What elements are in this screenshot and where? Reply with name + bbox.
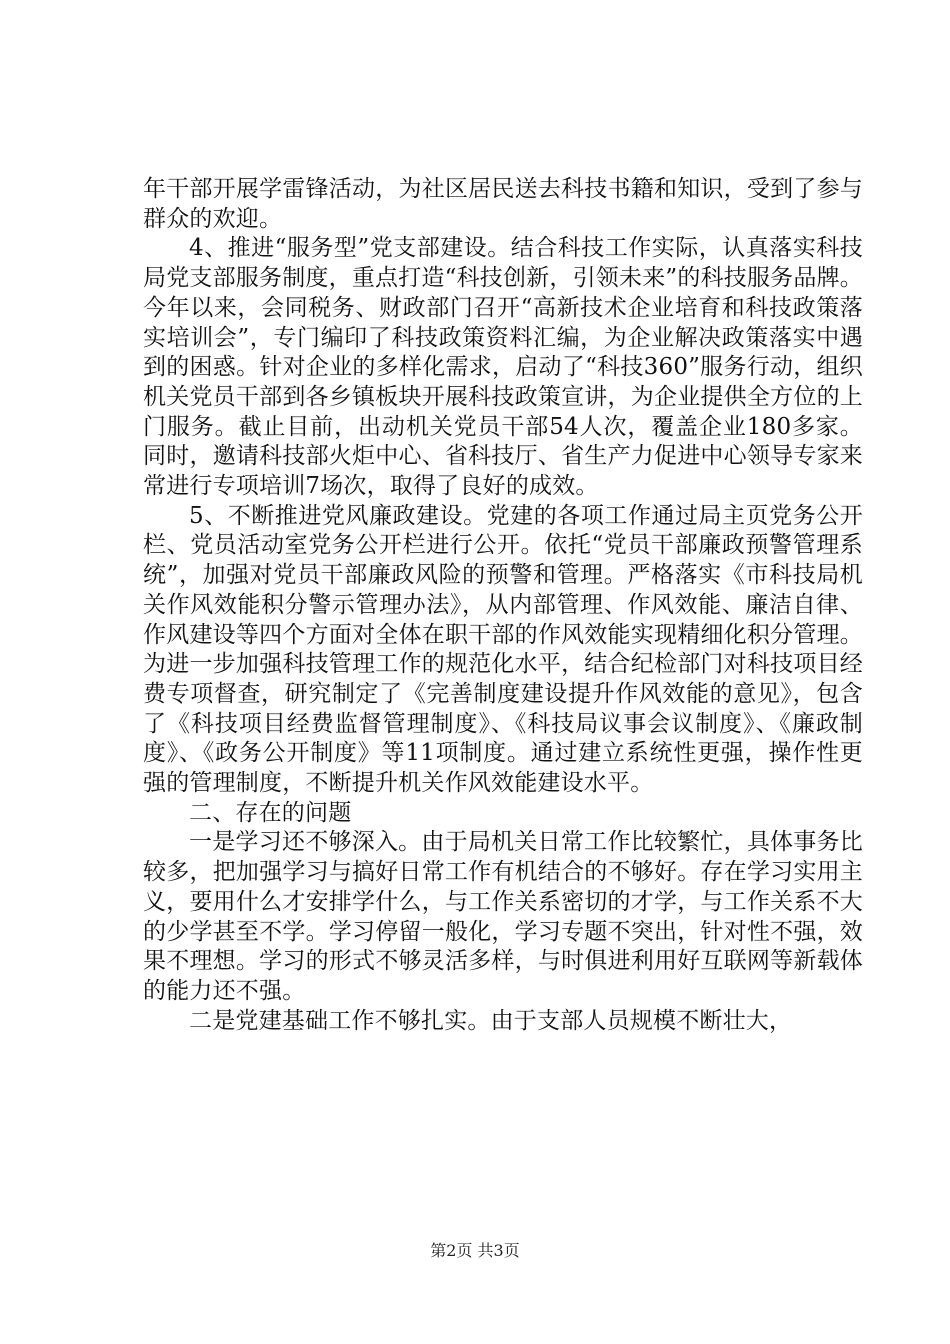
paragraph-6: 二是党建基础工作不够扎实。由于支部人员规模不断壮大， (189, 1007, 793, 1034)
section-heading-problems: 二、存在的问题 (189, 799, 352, 826)
paragraph-5: 一是学习还不够深入。由于局机关日常工作比较繁忙，具体事务比较多，把加强学习与搞好日常工作有机结合的不够好。存在学习实用主义，要用什么才安排学什么，与工作关系密切的才学，与工作关系不大的少学甚至不学。学习停留一般化，学习专题不突出，针对性不强，效果不理想。学习的形式不够灵活多样，与时俱进利用好互联网等新载体的能力还不强。 (143, 829, 863, 1004)
document-body (143, 175, 863, 1036)
paragraph-1: 年干部开展学雷锋活动，为社区居民送去科技书籍和知识，受到了参与群众的欢迎。 (143, 176, 863, 232)
page-number-footer: 第2页 共3页 (430, 1241, 520, 1260)
paragraph-3: 5、不断推进党风廉政建设。党建的各项工作通过局主页党务公开栏、党员活动室党务公开栏进行公开。依托“党员干部廉政预警管理系统”，加强对党员干部廉政风险的预警和管理。严格落实《市科技局机关作风效能积分警示管理办法》，从内部管理、作风效能、廉洁自律、作风建设等四个方面对全体在职干部的作风效能实现精细化积分管理。为进一步加强科技管理工作的规范化水平，结合纪检部门对科技项目经费专项督查，研究制定了《完善制度建设提升作风效能的意见》，包含了《科技项目经费监督管理制度》、《科技局议事会议制度》、《廉政制度》、《政务公开制度》等11项制度。通过建立系统性更强，操作性更强的管理制度，不断提升机关作风效能建设水平。 (143, 502, 863, 797)
paragraph-2: 4、推进“服务型”党支部建设。结合科技工作实际，认真落实科技局党支部服务制度，重点打造“科技创新，引领未来”的科技服务品牌。今年以来，会同税务、财政部门召开“高新技术企业培育和科技政策落实培训会”，专门编印了科技政策资料汇编，为企业解决政策落实中遇到的困惑。针对企业的多样化需求，启动了“科技360”服务行动，组织机关党员干部到各乡镇板块开展科技政策宣讲，为企业提供全方位的上门服务。截止目前，出动机关党员干部54人次，覆盖企业180多家。同时，邀请科技部火炬中心、省科技厅、省生产力促进中心领导专家来常进行专项培训7场次，取得了良好的成效。 (143, 235, 863, 500)
